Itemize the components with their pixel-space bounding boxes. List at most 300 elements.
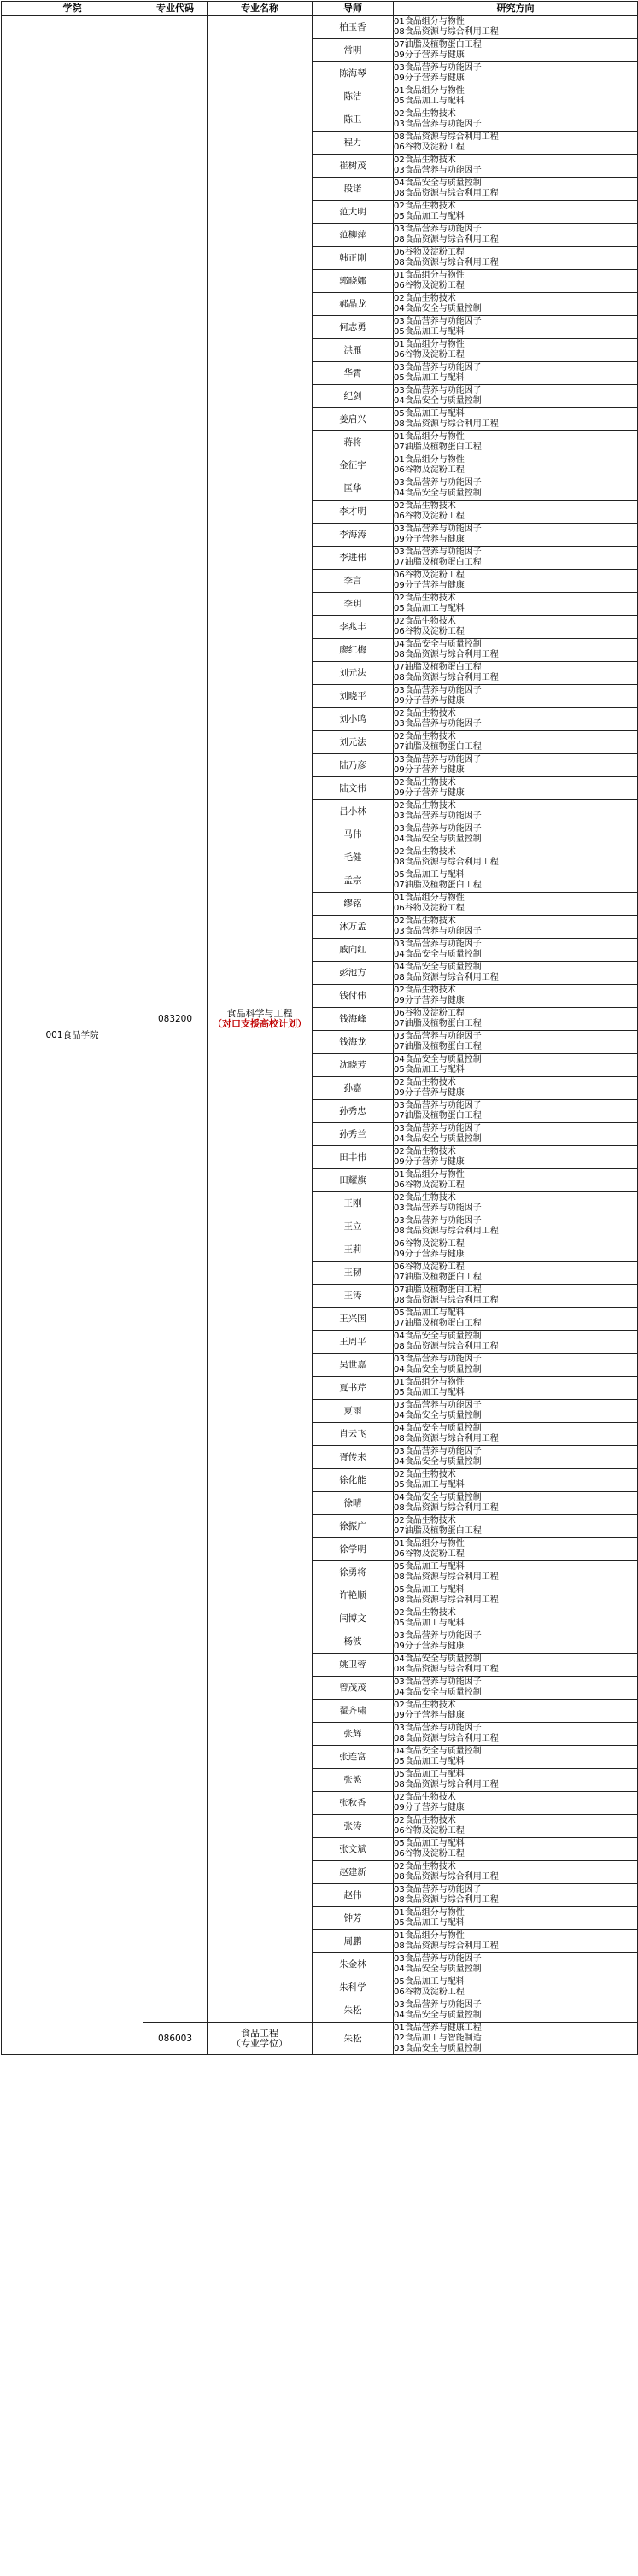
tutor-name: 陆乃彦 (313, 754, 394, 777)
research-direction: 06谷物及淀粉工程 (394, 512, 465, 521)
research-directions (394, 39, 638, 62)
research-directions (394, 1700, 638, 1723)
tutor-name: 李海涛 (313, 524, 394, 547)
research-direction: 05食品加工与配料 (394, 1308, 465, 1318)
tutor-name: 陈海琴 (313, 62, 394, 85)
research-directions (394, 1815, 638, 1838)
research-direction: 01食品组分与物性 (394, 1170, 465, 1180)
research-directions (394, 1953, 638, 1976)
research-direction: 01食品组分与物性 (394, 1378, 465, 1387)
research-directions (394, 1654, 638, 1677)
research-direction: 03食品营养与功能因子 (394, 120, 482, 129)
tutor-name: 朱科学 (313, 1976, 394, 1999)
tutor-name: 田耀旗 (313, 1169, 394, 1192)
research-direction: 05食品加工与配料 (394, 1065, 465, 1074)
research-direction: 02食品加工与智能制造 (394, 2033, 482, 2043)
tutor-name: 吕小林 (313, 800, 394, 823)
research-direction: 06谷物及淀粉工程 (394, 1239, 465, 1249)
research-direction: 06谷物及淀粉工程 (394, 1262, 465, 1272)
research-direction: 09分子营养与健康 (394, 73, 465, 83)
research-direction: 03食品营养与功能因子 (394, 1724, 482, 1733)
research-direction: 07油脂及植物蛋白工程 (394, 40, 482, 50)
research-direction: 04食品安全与质量控制 (394, 489, 482, 498)
research-direction: 02食品生物技术 (394, 778, 456, 787)
tutor-name: 王立 (313, 1215, 394, 1238)
tutor-name: 华霄 (313, 362, 394, 385)
research-direction: 09分子营养与健康 (394, 1642, 465, 1651)
research-direction: 04食品安全与质量控制 (394, 950, 482, 959)
major-name-cell (208, 2023, 313, 2055)
research-direction: 03食品营养与功能因子 (394, 1401, 482, 1410)
research-directions (394, 1192, 638, 1215)
research-direction: 08食品资源与综合利用工程 (394, 419, 499, 429)
research-direction: 03食品安全与质量控制 (394, 2043, 482, 2053)
tutor-name: 肖云飞 (313, 1423, 394, 1446)
research-directions (394, 616, 638, 639)
research-direction: 01食品组分与物性 (394, 893, 465, 903)
research-direction: 03食品营养与功能因子 (394, 1954, 482, 1964)
research-direction: 05食品加工与配料 (394, 1770, 465, 1779)
tutor-name: 王周平 (313, 1331, 394, 1354)
tutor-name: 刘晓平 (313, 685, 394, 708)
research-directions (394, 1031, 638, 1054)
tutor-name: 张连富 (313, 1746, 394, 1769)
tutor-name: 朱松 (313, 1999, 394, 2023)
research-direction: 08食品资源与综合利用工程 (394, 1227, 499, 1236)
research-direction: 03食品营养与功能因子 (394, 478, 482, 488)
major-note: （专业学位） (231, 2037, 288, 2049)
research-direction: 03食品营养与功能因子 (394, 940, 482, 949)
research-direction: 08食品资源与综合利用工程 (394, 27, 499, 37)
research-direction: 05食品加工与配料 (394, 1585, 465, 1595)
research-directions (394, 524, 638, 547)
research-directions (394, 1238, 638, 1262)
research-directions (394, 1123, 638, 1146)
research-directions (394, 316, 638, 339)
tutor-name: 钟芳 (313, 1907, 394, 1930)
research-directions (394, 108, 638, 132)
research-direction: 08食品资源与综合利用工程 (394, 258, 499, 267)
research-directions (394, 570, 638, 593)
research-direction: 04食品安全与质量控制 (394, 1688, 482, 1697)
tutor-name: 李言 (313, 570, 394, 593)
research-direction: 07油脂及植物蛋白工程 (394, 442, 482, 452)
research-direction: 02食品生物技术 (394, 1078, 456, 1087)
research-direction: 02食品生物技术 (394, 986, 456, 995)
research-directions (394, 1630, 638, 1654)
tutor-name: 夏雨 (313, 1400, 394, 1423)
research-direction: 02食品生物技术 (394, 916, 456, 926)
research-direction: 03食品营养与功能因子 (394, 524, 482, 534)
research-direction: 02食品生物技术 (394, 732, 456, 741)
research-direction: 08食品资源与综合利用工程 (394, 132, 499, 142)
research-direction: 03食品营养与功能因子 (394, 166, 482, 175)
research-directions (394, 1446, 638, 1469)
research-direction: 07油脂及植物蛋白工程 (394, 1319, 482, 1328)
research-directions (394, 155, 638, 178)
research-direction: 06谷物及淀粉工程 (394, 904, 465, 913)
major-code-cell: 083200 (143, 16, 208, 2023)
tutor-name: 闫博文 (313, 1607, 394, 1630)
research-directions (394, 2023, 638, 2055)
tutor-name: 张涛 (313, 1815, 394, 1838)
research-directions (394, 178, 638, 201)
header-research-direction: 研究方向 (394, 2, 638, 16)
research-direction: 07油脂及植物蛋白工程 (394, 881, 482, 890)
research-direction: 04食品安全与质量控制 (394, 640, 482, 649)
tutor-name: 周鹏 (313, 1930, 394, 1953)
header-tutor: 导师 (313, 2, 394, 16)
tutor-name: 姚卫蓉 (313, 1654, 394, 1677)
research-directions (394, 132, 638, 155)
research-direction: 03食品营养与功能因子 (394, 547, 482, 557)
research-direction: 09分子营养与健康 (394, 765, 465, 775)
research-direction: 03食品营养与功能因子 (394, 363, 482, 372)
research-direction: 03食品营养与功能因子 (394, 755, 482, 764)
research-direction: 09分子营养与健康 (394, 788, 465, 798)
major-name-cell (208, 16, 313, 2023)
research-direction: 09分子营养与健康 (394, 696, 465, 705)
research-direction: 04食品安全与质量控制 (394, 1493, 482, 1502)
research-direction: 08食品资源与综合利用工程 (394, 235, 499, 244)
tutor-name: 匡华 (313, 477, 394, 501)
research-direction: 02食品生物技术 (394, 1147, 456, 1156)
research-direction: 05食品加工与配料 (394, 327, 465, 337)
research-direction: 08食品资源与综合利用工程 (394, 858, 499, 867)
research-directions (394, 1515, 638, 1538)
research-direction: 02食品生物技术 (394, 709, 456, 718)
research-direction: 03食品营养与功能因子 (394, 1631, 482, 1641)
research-direction: 07油脂及植物蛋白工程 (394, 558, 482, 567)
research-directions (394, 846, 638, 869)
research-direction: 02食品生物技术 (394, 501, 456, 511)
research-direction: 03食品营养与功能因子 (394, 1032, 482, 1041)
tutor-name: 纪剑 (313, 385, 394, 408)
table-row (2, 16, 638, 39)
research-directions (394, 16, 638, 39)
tutor-name: 王莉 (313, 1238, 394, 1262)
tutor-name: 何志勇 (313, 316, 394, 339)
tutor-name: 张秋香 (313, 1792, 394, 1815)
research-direction: 06谷物及淀粉工程 (394, 571, 465, 580)
research-direction: 05食品加工与配料 (394, 1562, 465, 1572)
tutor-name: 廖红梅 (313, 639, 394, 662)
tutor-name: 常明 (313, 39, 394, 62)
research-directions (394, 1377, 638, 1400)
research-direction: 07油脂及植物蛋白工程 (394, 1526, 482, 1536)
tutor-name: 毛健 (313, 846, 394, 869)
research-direction: 01食品营养与健康工程 (394, 2023, 482, 2033)
college-cell: 001食品学院 (2, 16, 143, 2055)
research-directions (394, 1423, 638, 1446)
tutor-name: 胥传来 (313, 1446, 394, 1469)
research-directions (394, 1054, 638, 1077)
research-direction: 02食品生物技术 (394, 801, 456, 811)
research-direction: 03食品营养与功能因子 (394, 317, 482, 326)
research-directions (394, 800, 638, 823)
research-directions (394, 1907, 638, 1930)
research-direction: 09分子营养与健康 (394, 1157, 465, 1167)
research-direction: 05食品加工与配料 (394, 1757, 465, 1766)
research-directions (394, 1077, 638, 1100)
tutor-name: 孙秀忠 (313, 1100, 394, 1123)
tutor-name: 刘元法 (313, 731, 394, 754)
research-directions (394, 1561, 638, 1584)
research-direction: 09分子营养与健康 (394, 50, 465, 60)
research-direction: 06谷物及淀粉工程 (394, 627, 465, 636)
research-direction: 02食品生物技术 (394, 617, 456, 626)
research-direction: 04食品安全与质量控制 (394, 1134, 482, 1144)
research-directions (394, 1100, 638, 1123)
research-direction: 06谷物及淀粉工程 (394, 1180, 465, 1190)
research-direction: 04食品安全与质量控制 (394, 1055, 482, 1064)
tutor-name: 钱海龙 (313, 1031, 394, 1054)
tutor-name: 许艳顺 (313, 1584, 394, 1607)
research-direction: 01食品组分与物性 (394, 1908, 465, 1917)
research-direction: 02食品生物技术 (394, 109, 456, 119)
tutor-name: 郭晓娜 (313, 270, 394, 293)
research-directions (394, 1838, 638, 1861)
major-note: （对口支援高校计划） (213, 1018, 307, 1029)
research-directions (394, 501, 638, 524)
research-direction: 01食品组分与物性 (394, 1539, 465, 1549)
research-direction: 06谷物及淀粉工程 (394, 1849, 465, 1859)
tutor-name: 陆文伟 (313, 777, 394, 800)
research-directions (394, 1400, 638, 1423)
tutor-name: 彭池方 (313, 962, 394, 985)
research-directions (394, 1469, 638, 1492)
research-directions (394, 85, 638, 108)
research-direction: 09分子营养与健康 (394, 1250, 465, 1259)
tutor-name: 徐勇将 (313, 1561, 394, 1584)
research-direction: 03食品营养与功能因子 (394, 1216, 482, 1226)
tutor-name: 缪铭 (313, 893, 394, 916)
research-directions (394, 224, 638, 247)
research-directions (394, 1769, 638, 1792)
research-direction: 06谷物及淀粉工程 (394, 1549, 465, 1559)
research-directions (394, 1723, 638, 1746)
research-direction: 03食品营养与功能因子 (394, 1447, 482, 1456)
research-directions (394, 247, 638, 270)
research-direction: 01食品组分与物性 (394, 17, 465, 26)
research-direction: 08食品资源与综合利用工程 (394, 1872, 499, 1882)
tutor-name: 王兴国 (313, 1308, 394, 1331)
research-direction: 05食品加工与配料 (394, 409, 465, 419)
research-direction: 02食品生物技术 (394, 1470, 456, 1479)
tutor-name: 郝晶龙 (313, 293, 394, 316)
tutor-name: 夏书芹 (313, 1377, 394, 1400)
tutor-name: 范大明 (313, 201, 394, 224)
research-directions (394, 1538, 638, 1561)
research-directions (394, 1792, 638, 1815)
research-direction: 08食品资源与综合利用工程 (394, 650, 499, 659)
tutor-name: 韩正刚 (313, 247, 394, 270)
tutor-name: 赵伟 (313, 1884, 394, 1907)
tutor-name: 金征宇 (313, 454, 394, 477)
research-directions (394, 62, 638, 85)
tutor-name: 蒋将 (313, 431, 394, 454)
research-directions (394, 339, 638, 362)
research-directions (394, 1930, 638, 1953)
tutor-name: 吴世嘉 (313, 1354, 394, 1377)
research-directions (394, 1677, 638, 1700)
major-code-cell: 086003 (143, 2023, 208, 2055)
research-direction: 06谷物及淀粉工程 (394, 465, 465, 475)
tutor-name: 李才明 (313, 501, 394, 524)
major-name: 食品科学与工程 (226, 1008, 293, 1019)
research-direction: 02食品生物技术 (394, 1608, 456, 1618)
research-direction: 01食品组分与物性 (394, 1931, 465, 1941)
research-direction: 03食品营养与功能因子 (394, 63, 482, 73)
research-directions (394, 293, 638, 316)
research-directions (394, 547, 638, 570)
research-direction: 07油脂及植物蛋白工程 (394, 742, 482, 752)
research-direction: 02食品生物技术 (394, 202, 456, 211)
research-direction: 03食品营养与功能因子 (394, 686, 482, 695)
research-direction: 06谷物及淀粉工程 (394, 248, 465, 257)
research-direction: 04食品安全与质量控制 (394, 1654, 482, 1664)
tutor-name: 陈洁 (313, 85, 394, 108)
research-direction: 03食品营养与功能因子 (394, 811, 482, 821)
tutor-name: 杨波 (313, 1630, 394, 1654)
tutor-name: 刘元法 (313, 662, 394, 685)
research-direction: 02食品生物技术 (394, 1793, 456, 1802)
research-direction: 05食品加工与配料 (394, 373, 465, 383)
research-direction: 03食品营养与功能因子 (394, 1677, 482, 1687)
research-directions (394, 662, 638, 685)
research-direction: 09分子营养与健康 (394, 581, 465, 590)
research-direction: 03食品营养与功能因子 (394, 719, 482, 729)
research-direction: 03食品营养与功能因子 (394, 1355, 482, 1364)
research-direction: 01食品组分与物性 (394, 455, 465, 465)
research-directions (394, 385, 638, 408)
research-direction: 05食品加工与配料 (394, 97, 465, 106)
research-direction: 08食品资源与综合利用工程 (394, 1296, 499, 1305)
research-direction: 05食品加工与配料 (394, 1619, 465, 1628)
research-direction: 05食品加工与配料 (394, 870, 465, 880)
tutor-name: 徐学明 (313, 1538, 394, 1561)
research-direction: 04食品安全与质量控制 (394, 1457, 482, 1467)
research-direction: 02食品生物技术 (394, 1816, 456, 1825)
research-direction: 03食品营养与功能因子 (394, 386, 482, 395)
header-major-code: 专业代码 (143, 2, 208, 16)
tutor-name: 沈晓芳 (313, 1054, 394, 1077)
research-direction: 06谷物及淀粉工程 (394, 1988, 465, 1997)
research-direction: 08食品资源与综合利用工程 (394, 1941, 499, 1951)
tutor-name: 马伟 (313, 823, 394, 846)
research-direction: 09分子营养与健康 (394, 535, 465, 544)
research-directions (394, 823, 638, 846)
tutor-name: 田丰伟 (313, 1146, 394, 1169)
research-direction: 04食品安全与质量控制 (394, 963, 482, 972)
research-direction: 04食品安全与质量控制 (394, 304, 482, 313)
research-direction: 09分子营养与健康 (394, 1088, 465, 1098)
research-direction: 03食品营养与功能因子 (394, 2000, 482, 2010)
tutor-name: 张文斌 (313, 1838, 394, 1861)
header-major-name: 专业名称 (208, 2, 313, 16)
research-direction: 03食品营养与功能因子 (394, 927, 482, 936)
tutor-name: 徐晴 (313, 1492, 394, 1515)
tutor-name: 范柳萍 (313, 224, 394, 247)
tutor-name: 洪雁 (313, 339, 394, 362)
research-directions (394, 869, 638, 893)
research-direction: 04食品安全与质量控制 (394, 1424, 482, 1433)
research-direction: 02食品生物技术 (394, 1193, 456, 1203)
tutor-name: 王涛 (313, 1285, 394, 1308)
research-direction: 06谷物及淀粉工程 (394, 143, 465, 152)
research-direction: 02食品生物技术 (394, 1862, 456, 1871)
research-direction: 02食品生物技术 (394, 1516, 456, 1525)
research-direction: 04食品安全与质量控制 (394, 179, 482, 188)
tutor-name: 柏玉香 (313, 16, 394, 39)
research-direction: 08食品资源与综合利用工程 (394, 1665, 499, 1674)
research-direction: 07油脂及植物蛋白工程 (394, 1111, 482, 1121)
research-direction: 03食品营养与功能因子 (394, 824, 482, 834)
research-direction: 04食品安全与质量控制 (394, 1964, 482, 1974)
research-direction: 06谷物及淀粉工程 (394, 350, 465, 360)
research-direction: 08食品资源与综合利用工程 (394, 1734, 499, 1743)
research-direction: 04食品安全与质量控制 (394, 834, 482, 844)
tutor-name: 段诺 (313, 178, 394, 201)
research-direction: 08食品资源与综合利用工程 (394, 673, 499, 682)
research-direction: 05食品加工与配料 (394, 1839, 465, 1848)
research-directions (394, 893, 638, 916)
research-direction: 08食品资源与综合利用工程 (394, 1342, 499, 1351)
research-directions (394, 1331, 638, 1354)
header-row (2, 2, 638, 16)
tutor-name: 张慜 (313, 1769, 394, 1792)
research-direction: 02食品生物技术 (394, 1701, 456, 1710)
research-direction: 06谷物及淀粉工程 (394, 1826, 465, 1835)
tutor-name: 孙秀兰 (313, 1123, 394, 1146)
research-directions (394, 1999, 638, 2023)
research-direction: 08食品资源与综合利用工程 (394, 1595, 499, 1605)
tutor-name: 戚向红 (313, 939, 394, 962)
research-direction: 07油脂及植物蛋白工程 (394, 663, 482, 672)
research-direction: 03食品营养与功能因子 (394, 1101, 482, 1110)
research-directions (394, 1607, 638, 1630)
research-direction: 09分子营养与健康 (394, 1711, 465, 1720)
tutor-name: 徐振广 (313, 1515, 394, 1538)
research-directions (394, 431, 638, 454)
research-directions (394, 201, 638, 224)
research-direction: 01食品组分与物性 (394, 86, 465, 96)
research-direction: 05食品加工与配料 (394, 1977, 465, 1987)
research-directions (394, 777, 638, 800)
research-direction: 02食品生物技术 (394, 847, 456, 857)
research-direction: 05食品加工与配料 (394, 1918, 465, 1928)
research-directions (394, 1262, 638, 1285)
tutor-name: 沐万孟 (313, 916, 394, 939)
research-directions (394, 477, 638, 501)
research-direction: 04食品安全与质量控制 (394, 396, 482, 406)
research-direction: 09分子营养与健康 (394, 1803, 465, 1812)
research-direction: 06谷物及淀粉工程 (394, 1009, 465, 1018)
research-direction: 08食品资源与综合利用工程 (394, 1434, 499, 1443)
research-direction: 01食品组分与物性 (394, 432, 465, 442)
research-directions (394, 1169, 638, 1192)
research-direction: 08食品资源与综合利用工程 (394, 189, 499, 198)
research-direction: 05食品加工与配料 (394, 1388, 465, 1397)
research-direction: 05食品加工与配料 (394, 1480, 465, 1490)
tutor-name: 钱付伟 (313, 985, 394, 1008)
tutor-name: 翟齐啸 (313, 1700, 394, 1723)
research-directions (394, 731, 638, 754)
research-directions (394, 754, 638, 777)
research-direction: 05食品加工与配料 (394, 604, 465, 613)
research-direction: 03食品营养与功能因子 (394, 1124, 482, 1133)
research-directions (394, 1008, 638, 1031)
